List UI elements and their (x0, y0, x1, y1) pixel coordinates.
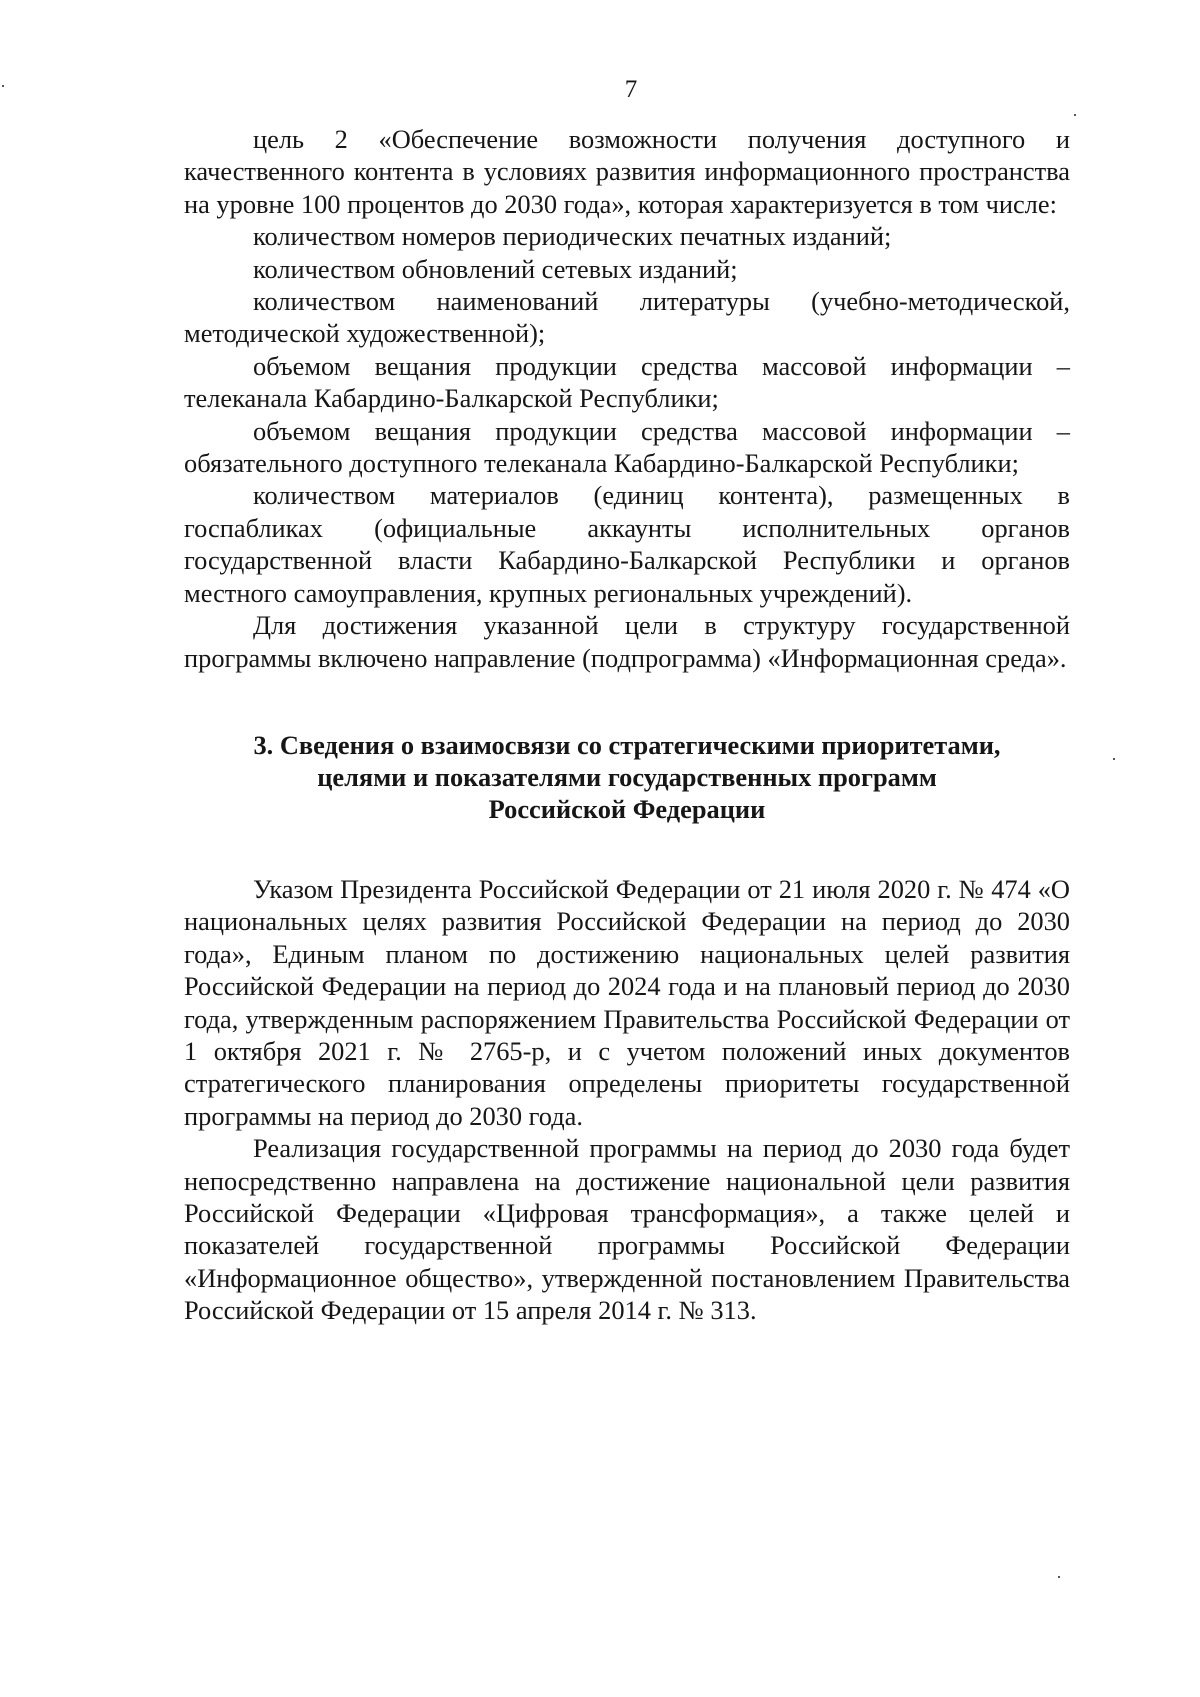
section-3-heading-line: целями и показателями государственных программ (317, 761, 937, 792)
section-3-heading-line: Российской Федерации (488, 793, 766, 824)
scan-speck (1074, 114, 1076, 116)
scan-speck (2, 85, 4, 87)
goal-closing-paragraph: Для достижения указанной цели в структуру государственной программы включено направление (подпрограмма) «Информационная среда». (184, 610, 1070, 673)
scan-speck (1113, 758, 1115, 760)
goal-indicator-item: объемом вещания продукции средства массовой информации – телеканала Кабардино-Балкарской Республики; (184, 350, 1070, 414)
document-body (184, 123, 1070, 1327)
goal-indicator-item: количеством материалов (единиц контента), размещенных в госпабликах (официальные аккаунты исполнительных органов государственной власти Кабардино-Балкарской Республики и органов местного самоуправления, крупных региональных учреждений). (184, 480, 1070, 608)
goal-indicator-item: количеством наименований литературы (учебно-методической, методической художественной); (184, 286, 1070, 349)
section-3-heading-line: 3. Сведения о взаимосвязи со стратегическими приоритетами, (253, 729, 1001, 760)
goal-indicator-item: объемом вещания продукции средства массовой информации – обязательного доступного телеканала Кабардино-Балкарской Республики; (184, 415, 1070, 479)
section-3-paragraph: Реализация государственной программы на период до 2030 года будет непосредственно направлена на достижение национальной цели развития Российской Федерации «Цифровая трансформация», а также целей и показателей государственной программы Российской Федерации «Информационное общество», утвержденной постановлением Правительства Российской Федерации от 15 апреля 2014 г. № 313. (184, 1133, 1070, 1326)
goal-intro-paragraph: цель 2 «Обеспечение возможности получения доступного и качественного контента в условиях развития информационного пространства на уровне 100 процентов до 2030 года», которая характеризуется в том числе: (184, 124, 1070, 219)
goal-indicator-item: количеством обновлений сетевых изданий; (253, 253, 738, 284)
section-3-heading (184, 729, 1070, 825)
section-3-paragraph: Указом Президента Российской Федерации от 21 июля 2020 г. № 474 «О национальных целях развития Российской Федерации на период до 2030 года», Единым планом по достижению национальных целей развития Российской Федерации на период до 2024 года и на плановый период до 2030 года, утвержденным распоряжением Правительства Российской Федерации от 1 октября 2021 г. № 2765-р, и с учетом положений иных документов стратегического планирования определены приоритеты государственной программы на период до 2030 года. (184, 873, 1070, 1131)
goal-indicator-item: количеством номеров периодических печатных изданий; (253, 221, 892, 252)
scan-speck (1058, 1576, 1060, 1578)
page-number: 7 (624, 76, 638, 103)
